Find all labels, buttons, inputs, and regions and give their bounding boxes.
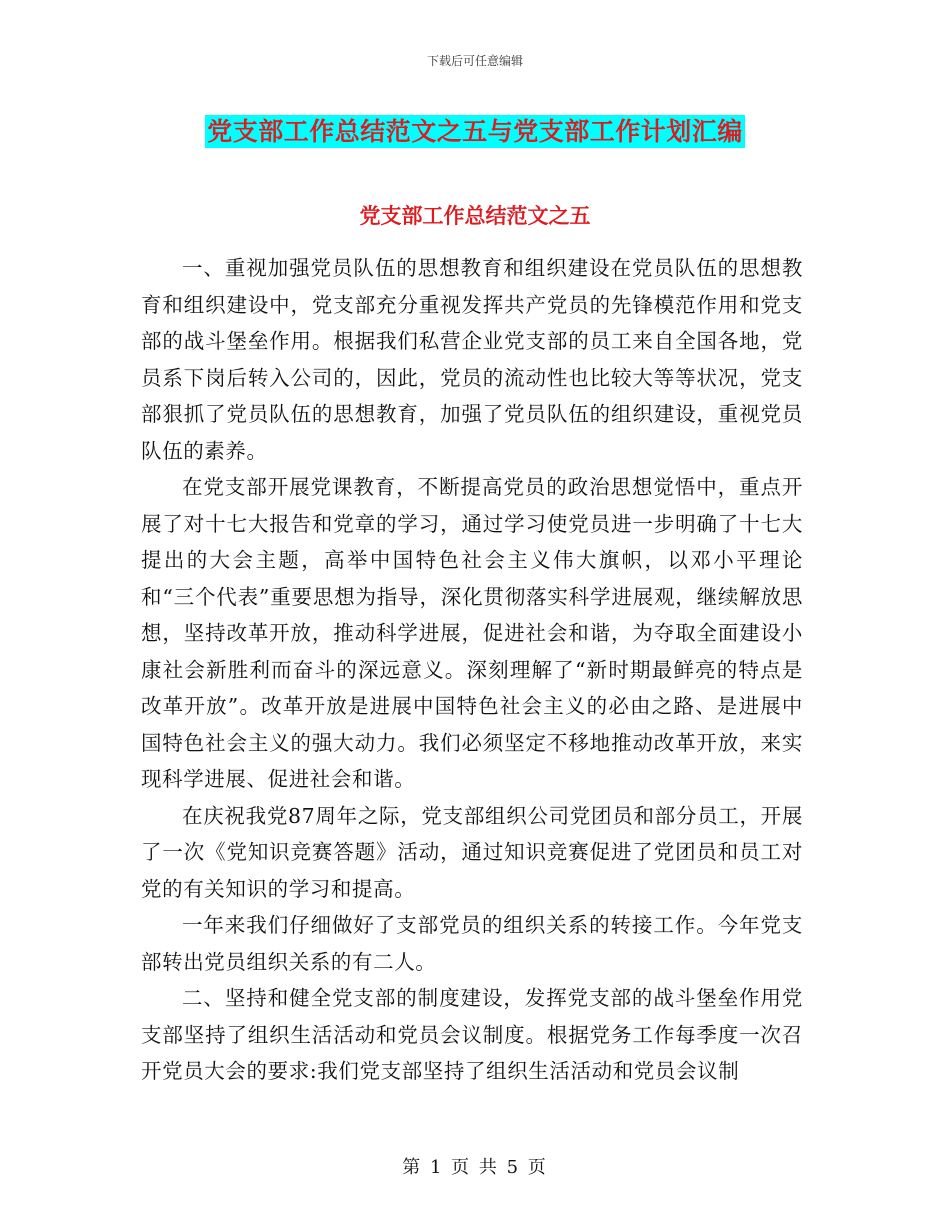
header-note: 下载后可任意编辑 bbox=[426, 54, 523, 68]
document-body bbox=[141, 250, 803, 1090]
paragraph: 一、重视加强党员队伍的思想教育和组织建设在党员队伍的思想教育和组织建设中，党支部充分重视发挥共产党员的先锋模范作用和党支部的战斗堡垒作用。根据我们私营企业党支部的员工来自全国各地，党员系下岗后转入公司的，因此，党员的流动性也比较大等等状况，党支部狠抓了党员队伍的思想教育，加强了党员队伍的组织建设，重视党员队伍的素养。 bbox=[141, 256, 803, 463]
section-title: 党支部工作总结范文之五 bbox=[359, 203, 591, 228]
document-title bbox=[0, 112, 950, 148]
paragraph: 二、坚持和健全党支部的制度建设，发挥党支部的战斗堡垒作用党支部坚持了组织生活活动和党员会议制度。根据党务工作每季度一次召开党员大会的要求:我们党支部坚持了组织生活活动和党员会议制 bbox=[141, 986, 803, 1083]
document-title-text: 党支部工作总结范文之五与党支部工作计划汇编 bbox=[207, 117, 743, 146]
paragraph: 在庆祝我党87周年之际，党支部组织公司党团员和部分员工，开展了一次《党知识竞赛答题》活动，通过知识竞赛促进了党团员和员工对党的有关知识的学习和提高。 bbox=[141, 803, 803, 901]
paragraph: 一年来我们仔细做好了支部党员的组织关系的转接工作。今年党支部转出党员组织关系的有二人。 bbox=[141, 913, 803, 974]
page-footer: 第 1 页 共 5 页 bbox=[402, 1157, 548, 1178]
paragraph: 在党支部开展党课教育，不断提高党员的政治思想觉悟中，重点开展了对十七大报告和党章的学习，通过学习使党员进一步明确了十七大提出的大会主题，高举中国特色社会主义伟大旗帜，以邓小平理论和“三个代表”重要思想为指导，深化贯彻落实科学进展观，继续解放思想，坚持改革开放，推动科学进展，促进社会和谐，为夺取全面建设小康社会新胜利而奋斗的深远意义。深刻理解了“新时期最鲜亮的特点是改革开放”。改革开放是进展中国特色社会主义的必由之路、是进展中国特色社会主义的强大动力。我们必须坚定不移地推动改革开放，来实现科学进展、促进社会和谐。 bbox=[141, 475, 803, 791]
